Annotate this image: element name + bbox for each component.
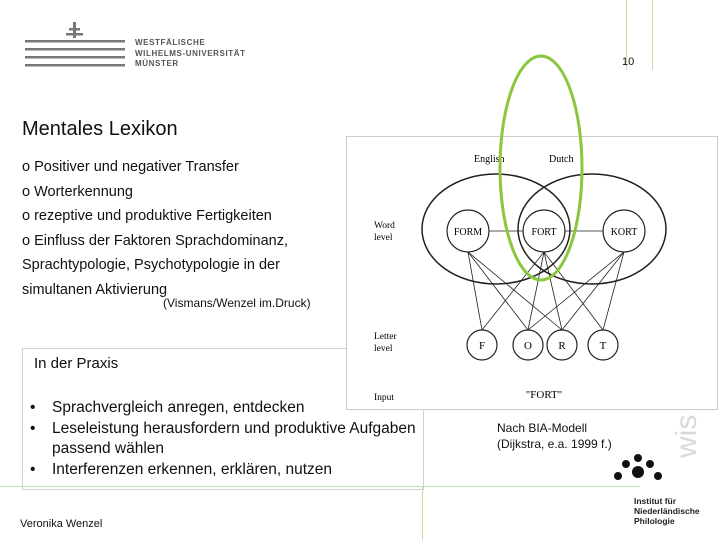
praxis-item: • Leseleistung herausfordern und produktive Aufgaben passend wählen [30, 419, 430, 460]
level-label-letter-line: Letter [374, 332, 397, 342]
bullet-item: o Einfluss der Faktoren Sprachdominanz, Sprachtypologie, Psychotypologie in der simultanen Aktivierung [22, 232, 288, 298]
institute-name-line: Institut für [634, 496, 677, 506]
footer-divider-vertical [422, 486, 423, 540]
level-label-input: Input [374, 393, 395, 403]
level-label-letter-line: level [374, 344, 393, 354]
university-name [135, 38, 246, 70]
level-label-word-line: Word [374, 221, 395, 231]
praxis-item: • Sprachvergleich anregen, entdecken [30, 398, 430, 419]
university-name-line: WESTFÄLISCHE [135, 38, 206, 47]
watermark-text: wis [670, 414, 703, 458]
bullet-item: o Positiver und negativer Transfer [22, 159, 239, 175]
praxis-title: In der Praxis [34, 355, 119, 372]
level-label-word-line: level [374, 233, 393, 243]
word-label: FORT [531, 227, 557, 238]
institute-name [634, 496, 700, 526]
university-name-line: WILHELMS-UNIVERSITÄT [135, 48, 246, 58]
caption-line: (Dijkstra, e.a. 1999 f.) [497, 437, 612, 451]
language-label-english: English [474, 154, 505, 165]
bullet-item: o Worterkennung [22, 183, 133, 200]
institute-logo-icon [600, 452, 710, 496]
bullet-list [22, 155, 352, 302]
institute-name-line: Niederländische [634, 506, 700, 516]
language-label-dutch: Dutch [549, 154, 574, 165]
letter-label: T [599, 340, 607, 352]
word-label: FORM [453, 227, 483, 238]
caption-line: Nach BIA-Modell [497, 421, 588, 435]
institute-name-line: Philologie [634, 516, 675, 526]
watermark-graphic [670, 400, 720, 460]
author-name: Veronika Wenzel [20, 518, 103, 530]
highlight-ellipse [496, 52, 586, 284]
word-label: KORT [610, 227, 638, 238]
watermark [670, 400, 720, 460]
praxis-list [30, 398, 430, 480]
diagram-caption [497, 420, 612, 452]
highlight-ring [500, 56, 582, 280]
bullet-item: o rezeptive und produktive Fertigkeiten [22, 208, 272, 224]
header-divider-line [652, 0, 653, 70]
citation: (Vismans/Wenzel im.Druck) [163, 296, 311, 310]
letter-label: O [524, 340, 532, 352]
praxis-item: • Interferenzen erkennen, erklären, nutzen [30, 460, 430, 481]
page-number: 10 [622, 56, 635, 68]
letter-label: R [558, 340, 566, 352]
input-word: "FORT" [525, 389, 563, 401]
university-name-line: MÜNSTER [135, 59, 179, 68]
letter-label: F [478, 340, 486, 352]
slide-title: Mentales Lexikon [22, 118, 178, 140]
